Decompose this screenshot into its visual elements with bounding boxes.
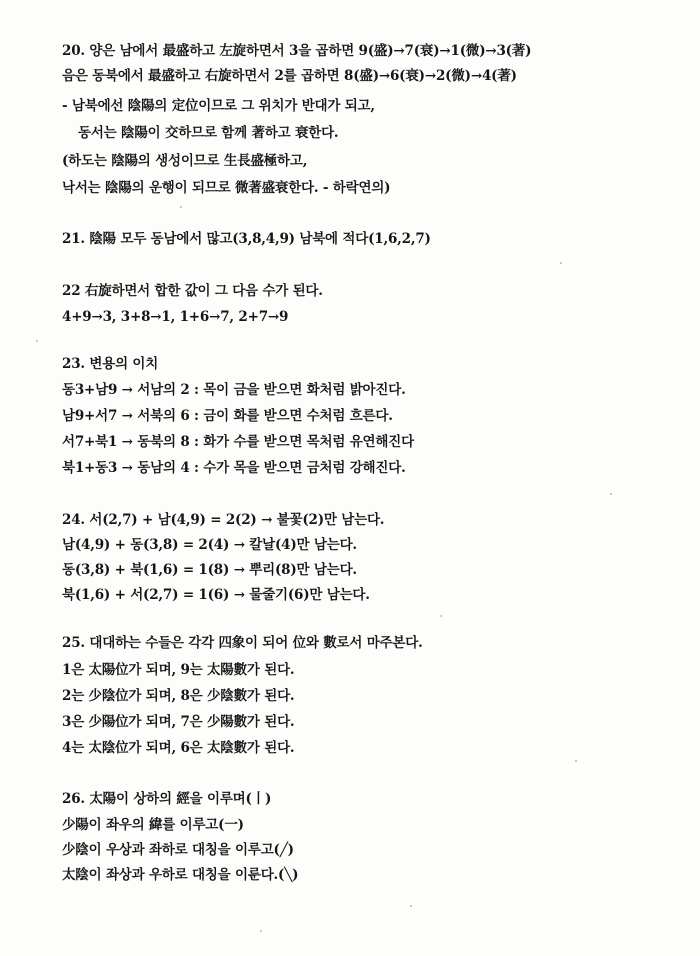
text-line: 24. 서(2,7) + 남(4,9) = 2(2) → 불꽃(2)만 남는다. [62,512,385,528]
text-line: 3은 少陽位가 되며, 7은 少陽數가 된다. [62,714,295,730]
text-line: 남(4,9) + 동(3,8) = 2(4) → 칼날(4)만 남는다. [62,537,357,553]
text-line: 21. 陰陽 모두 동남에서 많고(3,8,4,9) 남북에 적다(1,6,2,7) [62,231,431,247]
text-line: 북1+동3 → 동남의 4 : 수가 목을 받으면 금처럼 강해진다. [62,460,406,476]
scan-speck [36,340,38,342]
text-line: 동(3,8) + 북(1,6) = 1(8) → 뿌리(8)만 남는다. [62,562,357,578]
text-line: 23. 변용의 이치 [62,356,159,372]
text-line: 22 右旋하면서 합한 값이 그 다음 수가 된다. [62,283,323,299]
text-line: 4+9→3, 3+8→1, 1+6→7, 2+7→9 [62,309,289,325]
scan-speck [560,262,562,264]
text-line: 남9+서7 → 서북의 6 : 금이 화를 받으면 수처럼 흐른다. [62,408,393,424]
scan-speck [180,206,182,208]
scan-speck [410,905,412,907]
scan-speck [260,930,262,932]
text-line: 2는 少陰位가 되며, 8은 少陰數가 된다. [62,688,295,704]
text-line: - 남북에선 陰陽의 定位이므로 그 위치가 반대가 되고, [62,98,375,114]
text-line: 동3+남9 → 서남의 2 : 목이 금을 받으면 화처럼 밝아진다. [62,382,406,398]
text-line: 음은 동북에서 最盛하고 右旋하면서 2를 곱하면 8(盛)→6(衰)→2(微)→4(著) [62,68,517,84]
text-line: 25. 대대하는 수들은 각각 四象이 되어 位와 數로서 마주본다. [62,635,423,651]
text-line: 1은 太陽位가 되며, 9는 太陽數가 된다. [62,662,295,678]
text-line: 서7+북1 → 동북의 8 : 화가 수를 받으면 목처럼 유연해진다 [62,434,414,450]
text-line: 26. 太陽이 상하의 經을 이루며(丨) [62,791,272,807]
scan-speck [440,615,442,617]
text-line: 少陽이 좌우의 緯를 이루고(一) [62,817,244,833]
scan-speck [575,760,577,762]
text-line: 太陰이 좌상과 우하로 대칭을 이룬다.(╲) [62,867,299,883]
text-line: (하도는 陰陽의 생성이므로 生長盛極하고, [62,153,308,169]
text-line: 4는 太陰位가 되며, 6은 太陰數가 된다. [62,740,295,756]
scan-speck [610,493,612,495]
text-line: 북(1,6) + 서(2,7) = 1(6) → 물줄기(6)만 남는다. [62,587,370,603]
text-line: 少陰이 우상과 좌하로 대칭을 이루고(╱) [62,842,294,858]
text-line: 20. 양은 남에서 最盛하고 左旋하면서 3을 곱하면 9(盛)→7(衰)→1(微)→3(著) [62,43,532,59]
text-line: 낙서는 陰陽의 운행이 되므로 微著盛衰한다. - 하락연의) [62,180,391,196]
text-line: 동서는 陰陽이 交하므로 함께 著하고 衰한다. [78,125,339,141]
